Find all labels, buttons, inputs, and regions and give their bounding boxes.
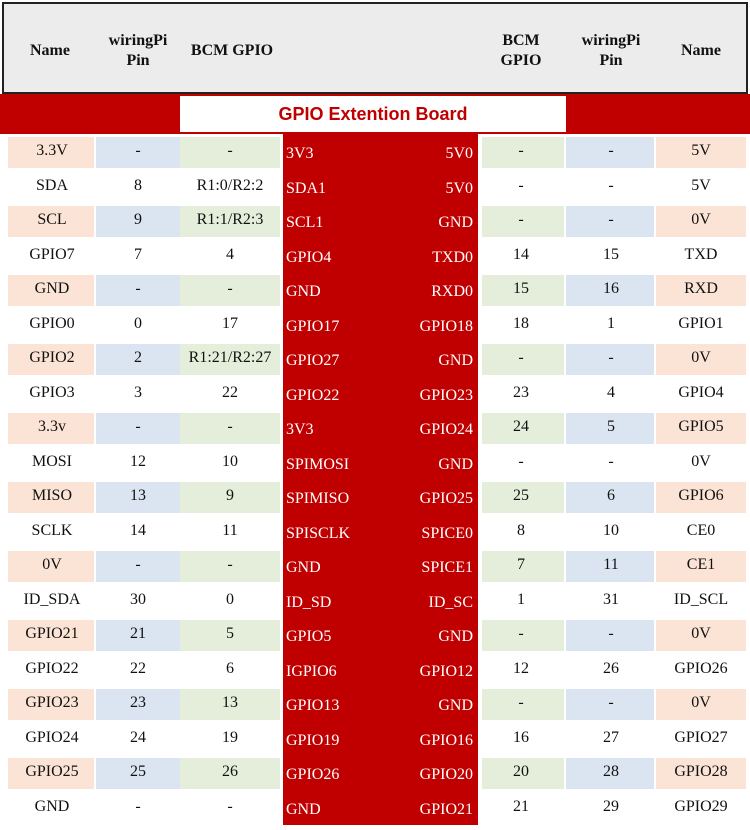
left-name-cell: GPIO24 [25, 728, 79, 746]
pin-right-label: GPIO12 [419, 662, 473, 680]
right-name-cell: ID_SCL [673, 590, 729, 608]
left-wiringpi-cell: 0 [134, 314, 142, 332]
left-bcm-cell: 26 [222, 763, 238, 780]
pin-right-label: SPICE0 [421, 524, 473, 542]
left-wiringpi-cell: 14 [130, 521, 146, 539]
right-name-cell: GPIO1 [678, 314, 724, 332]
left-name-cell: 3.3v [38, 418, 66, 435]
right-name-cell: GPIO26 [674, 659, 728, 677]
right-wiringpi-cell: 28 [603, 763, 619, 780]
left-wiringpi-cell: - [135, 556, 141, 573]
right-bcm-cell: 14 [513, 245, 529, 263]
right-bcm-cell: 20 [513, 763, 529, 780]
right-bcm-cell: - [518, 625, 524, 642]
left-bcm-cell: 13 [222, 694, 238, 711]
pin-left-label: SDA1 [286, 179, 327, 197]
pin-left-label: GND [286, 283, 321, 300]
pin-right-label: GPIO24 [419, 421, 473, 438]
left-name-cell: SDA [35, 176, 68, 194]
right-bcm-cell: - [518, 142, 524, 159]
pin-right-label: RXD0 [431, 283, 473, 300]
right-wiringpi-cell: 16 [603, 280, 619, 297]
header-right-bcm: BCM GPIO [500, 32, 542, 69]
left-name-cell: GND [34, 797, 70, 815]
pin-left-label: SCL1 [286, 214, 324, 231]
right-bcm-cell: - [518, 176, 524, 194]
left-bcm-cell: 5 [226, 625, 234, 642]
left-name-cell: SCLK [31, 521, 73, 539]
pin-right-label: GND [438, 455, 473, 473]
left-wiringpi-cell: - [135, 142, 141, 159]
right-name-cell: 0V [691, 452, 711, 470]
right-bcm-cell: - [518, 452, 524, 470]
right-wiringpi-cell: 11 [603, 556, 619, 573]
right-wiringpi-cell: 26 [603, 659, 619, 677]
pin-left-label: SPISCLK [286, 524, 351, 542]
left-name-cell: GPIO7 [29, 245, 75, 263]
left-name-cell: MOSI [31, 452, 72, 470]
right-wiringpi-cell: - [608, 142, 614, 159]
pin-left-label: GPIO5 [286, 628, 332, 645]
right-name-cell: GPIO6 [678, 487, 724, 504]
pin-left-label: 3V3 [286, 421, 314, 438]
pin-left-label: SPIMISO [286, 490, 350, 507]
left-wiringpi-cell: - [135, 418, 141, 435]
right-name-cell: 0V [691, 349, 711, 366]
right-bcm-cell: 7 [517, 556, 525, 573]
left-name-cell: GPIO3 [29, 383, 75, 401]
left-bcm-cell: - [227, 556, 233, 573]
right-name-cell: GPIO4 [678, 383, 724, 401]
pin-left-label: GND [286, 559, 321, 576]
left-wiringpi-cell: 12 [130, 452, 146, 470]
left-name-cell: GPIO21 [25, 625, 79, 642]
left-name-cell: GND [34, 280, 70, 297]
left-wiringpi-cell: - [135, 797, 141, 815]
pin-right-label: GPIO23 [419, 386, 473, 404]
left-wiringpi-cell: 2 [134, 349, 142, 366]
left-wiringpi-cell: 25 [130, 763, 146, 780]
right-bcm-cell: 25 [513, 487, 529, 504]
pin-left-label: GND [286, 800, 321, 818]
pin-right-label: 5V0 [445, 145, 473, 162]
right-wiringpi-cell: - [608, 694, 614, 711]
left-bcm-cell: 11 [222, 521, 238, 539]
right-name-cell: 5V [691, 142, 711, 159]
banner-title: GPIO Extention Board [278, 104, 468, 124]
pin-left-label: GPIO19 [286, 731, 340, 749]
right-bcm-cell: - [518, 211, 524, 228]
left-bcm-cell: 4 [226, 245, 234, 263]
right-wiringpi-cell: 27 [603, 728, 619, 746]
pin-left-label: 3V3 [286, 145, 314, 162]
right-name-cell: 0V [691, 694, 711, 711]
right-name-cell: CE0 [686, 521, 716, 539]
right-name-cell: GPIO27 [674, 728, 728, 746]
left-bcm-cell: R1:0/R2:2 [196, 176, 264, 194]
right-name-cell: RXD [684, 280, 718, 297]
pin-right-label: GPIO16 [419, 731, 473, 749]
left-bcm-cell: - [227, 797, 233, 815]
pin-right-label: GND [438, 214, 473, 231]
left-name-cell: SCL [37, 211, 67, 228]
right-wiringpi-cell: - [608, 349, 614, 366]
pin-right-label: GND [438, 352, 473, 369]
right-bcm-cell: 23 [513, 383, 529, 401]
pin-right-label: SPICE1 [421, 559, 473, 576]
right-name-cell: GPIO29 [674, 797, 728, 815]
right-bcm-cell: 24 [513, 418, 529, 435]
pin-left-label: GPIO17 [286, 317, 340, 335]
right-wiringpi-cell: - [608, 211, 614, 228]
right-name-cell: 0V [691, 625, 711, 642]
pin-right-label: ID_SC [428, 593, 473, 611]
header-right-name: Name [681, 42, 721, 59]
right-bcm-cell: 12 [513, 659, 529, 677]
pin-left-label: GPIO4 [286, 248, 332, 266]
pin-left-label: GPIO13 [286, 697, 340, 714]
pin-right-label: GPIO25 [419, 490, 473, 507]
left-name-cell: ID_SDA [23, 590, 81, 608]
right-wiringpi-cell: 31 [603, 590, 619, 608]
left-wiringpi-cell: 21 [130, 625, 146, 642]
pin-right-label: TXD0 [432, 248, 473, 266]
left-name-cell: MISO [31, 487, 72, 504]
left-name-cell: GPIO22 [25, 659, 79, 677]
left-bcm-cell: 9 [226, 487, 234, 504]
left-wiringpi-cell: 24 [130, 728, 146, 746]
left-bcm-cell: R1:1/R2:3 [196, 211, 264, 228]
right-wiringpi-cell: 6 [607, 487, 615, 504]
left-bcm-cell: 10 [222, 452, 238, 470]
pin-left-label: GPIO27 [286, 352, 340, 369]
header-left-bcm: BCM GPIO [190, 42, 274, 59]
left-name-cell: 0V [42, 556, 62, 573]
left-bcm-cell: 0 [226, 590, 234, 608]
left-wiringpi-cell: 13 [130, 487, 146, 504]
right-wiringpi-cell: - [608, 176, 614, 194]
right-name-cell: GPIO5 [678, 418, 724, 435]
right-wiringpi-cell: - [608, 452, 614, 470]
left-name-cell: 3.3V [36, 142, 68, 159]
right-wiringpi-cell: 10 [603, 521, 619, 539]
left-name-cell: GPIO25 [25, 763, 79, 780]
right-bcm-cell: 16 [513, 728, 529, 746]
right-wiringpi-cell: - [608, 625, 614, 642]
right-bcm-cell: 8 [517, 521, 525, 539]
left-bcm-cell: - [227, 280, 233, 297]
right-name-cell: GPIO28 [674, 763, 728, 780]
right-wiringpi-cell: 15 [603, 245, 619, 263]
left-bcm-cell: - [227, 142, 233, 159]
pin-left-label: IGPIO6 [286, 662, 337, 680]
right-bcm-cell: 15 [513, 280, 529, 297]
pin-left-label: SPIMOSI [286, 455, 350, 473]
pin-left-label: GPIO26 [286, 766, 340, 783]
pin-right-label: GPIO18 [419, 317, 473, 335]
left-name-cell: GPIO2 [29, 349, 75, 366]
pin-left-label: GPIO22 [286, 386, 340, 404]
left-bcm-cell: 6 [226, 659, 234, 677]
right-wiringpi-cell: 4 [607, 383, 615, 401]
right-name-cell: 5V [691, 176, 711, 194]
header-left-wiringpi: wiringPi Pin [108, 32, 168, 69]
right-bcm-cell: 18 [513, 314, 529, 332]
right-bcm-cell: - [518, 349, 524, 366]
pin-right-label: GND [438, 628, 473, 645]
left-wiringpi-cell: 30 [130, 590, 146, 608]
left-wiringpi-cell: 22 [130, 659, 146, 677]
left-bcm-cell: 19 [222, 728, 238, 746]
right-wiringpi-cell: 1 [607, 314, 615, 332]
header-right-wiringpi: wiringPi Pin [581, 32, 641, 69]
right-wiringpi-cell: 29 [603, 797, 619, 815]
right-bcm-cell: 1 [517, 590, 525, 608]
left-bcm-cell: R1:21/R2:27 [188, 349, 272, 366]
left-name-cell: GPIO0 [29, 314, 75, 332]
left-wiringpi-cell: 23 [130, 694, 146, 711]
pin-right-label: 5V0 [445, 179, 473, 197]
right-name-cell: TXD [684, 245, 718, 263]
right-name-cell: 0V [691, 211, 711, 228]
right-wiringpi-cell: 5 [607, 418, 615, 435]
header-left-name: Name [30, 42, 70, 59]
left-wiringpi-cell: - [135, 280, 141, 297]
left-wiringpi-cell: 3 [134, 383, 142, 401]
pin-left-label: ID_SD [286, 593, 332, 611]
right-name-cell: CE1 [686, 556, 716, 573]
left-bcm-cell: 17 [222, 314, 238, 332]
right-bcm-cell: - [518, 694, 524, 711]
pin-right-label: GPIO21 [419, 800, 473, 818]
left-name-cell: GPIO23 [25, 694, 79, 711]
left-bcm-cell: - [227, 418, 233, 435]
pin-right-label: GPIO20 [419, 766, 473, 783]
left-wiringpi-cell: 9 [134, 211, 142, 228]
right-bcm-cell: 21 [513, 797, 529, 815]
left-wiringpi-cell: 8 [134, 176, 142, 194]
left-bcm-cell: 22 [222, 383, 238, 401]
pin-right-label: GND [438, 697, 473, 714]
left-wiringpi-cell: 7 [134, 245, 142, 263]
